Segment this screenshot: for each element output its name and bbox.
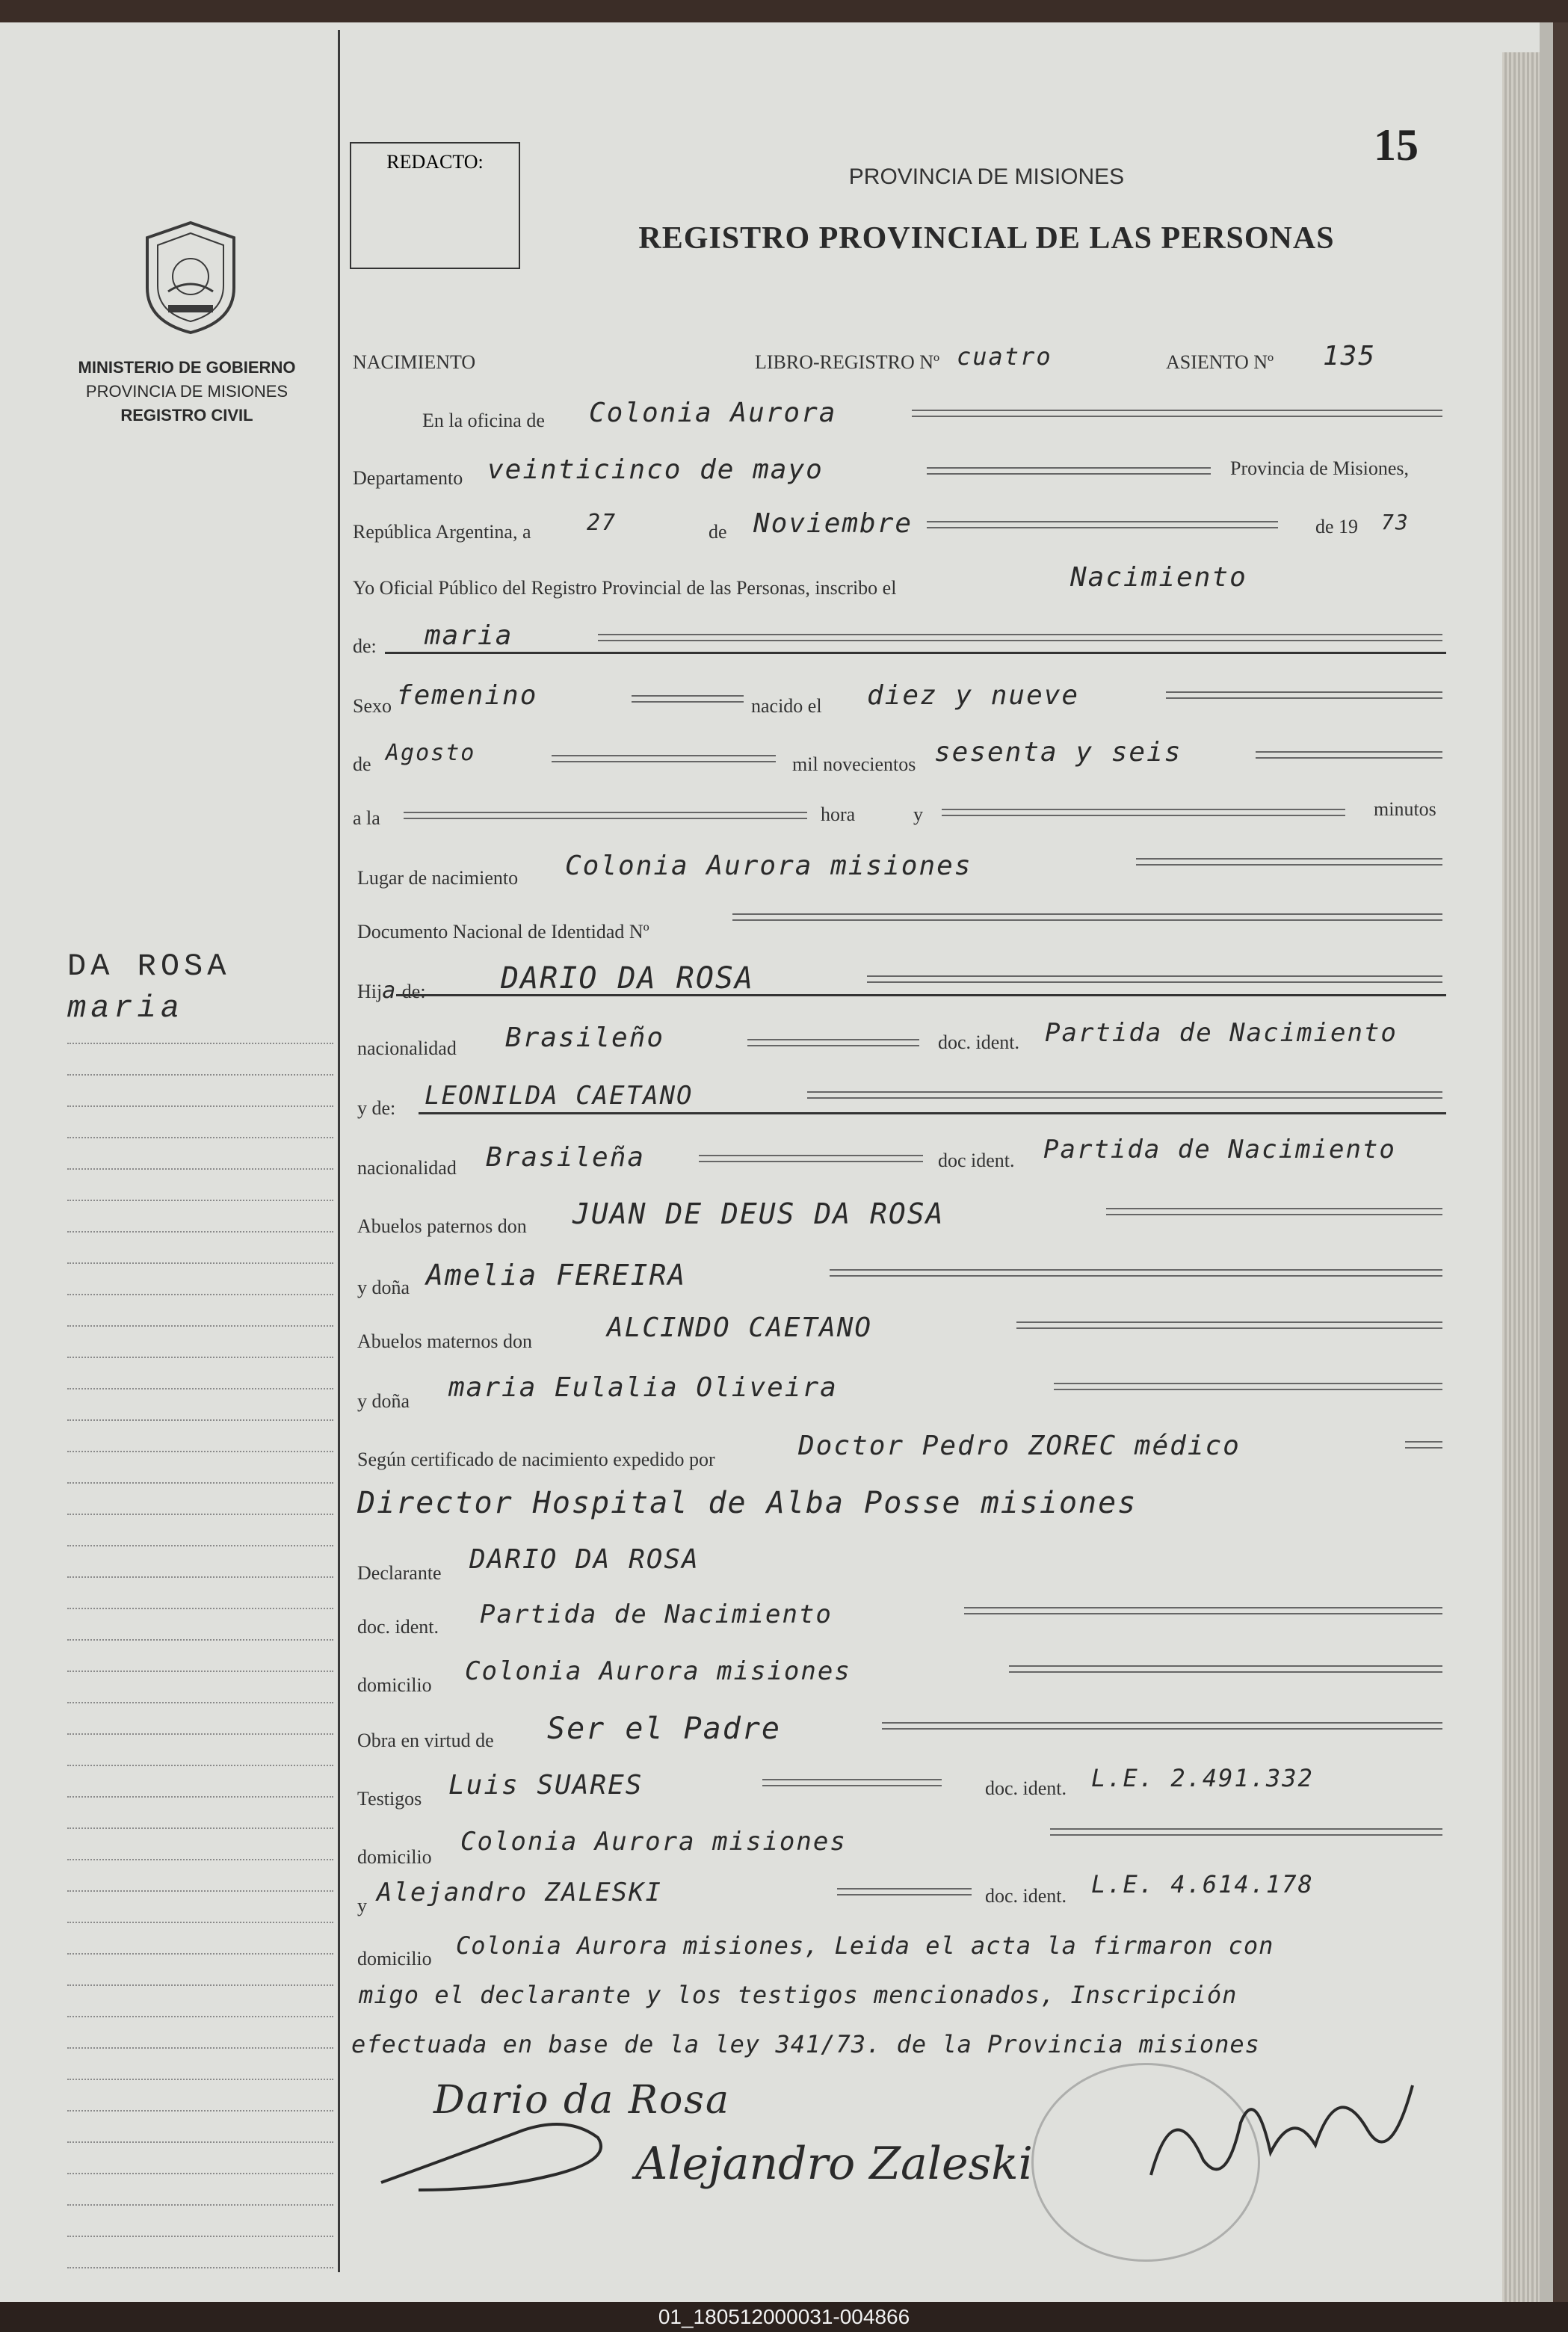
label-y-dona-mat: y doña bbox=[357, 1390, 410, 1412]
value-mes: Noviembre bbox=[753, 508, 913, 539]
value-doc-testigo1: L.E. 2.491.332 bbox=[1091, 1764, 1314, 1792]
label-y: y bbox=[913, 803, 923, 825]
fill-dash bbox=[1016, 1321, 1442, 1329]
label-y-dona-pat: y doña bbox=[357, 1277, 410, 1298]
value-oficina: Colonia Aurora bbox=[589, 398, 837, 428]
value-nota-3: efectuada en base de la ley 341/73. de la Provincia misiones bbox=[351, 2030, 1260, 2058]
underline bbox=[396, 994, 1446, 996]
margin-ruled-lines bbox=[67, 1013, 333, 2268]
label-hora: hora bbox=[821, 803, 856, 825]
label-nacionalidad-padre: nacionalidad bbox=[357, 1037, 457, 1059]
fill-dash bbox=[1166, 691, 1442, 699]
value-nota-2: migo el declarante y los testigos mencionados, Inscripción bbox=[359, 1981, 1238, 2009]
label-declarante: Declarante bbox=[357, 1562, 442, 1584]
value-hij-suffix: a bbox=[382, 978, 398, 1004]
fill-dash bbox=[747, 1039, 919, 1046]
value-anio: 73 bbox=[1381, 510, 1410, 534]
fill-dash bbox=[1405, 1441, 1442, 1449]
value-doc-testigo2: L.E. 4.614.178 bbox=[1091, 1870, 1314, 1898]
value-padre: DARIO DA ROSA bbox=[501, 961, 755, 996]
fill-dash bbox=[1050, 1828, 1442, 1836]
province-heading: PROVINCIA DE MISIONES bbox=[848, 164, 1125, 189]
signature-flourish-icon bbox=[374, 2108, 628, 2197]
fill-dash bbox=[830, 1269, 1442, 1277]
label-de: de bbox=[709, 521, 727, 543]
value-doc-declarante: Partida de Nacimiento bbox=[480, 1600, 833, 1629]
label-testigos: Testigos bbox=[357, 1788, 422, 1810]
value-abuelo-mat: ALCINDO CAETANO bbox=[607, 1312, 873, 1343]
label-domicilio-testigo2: domicilio bbox=[357, 1948, 432, 1969]
label-nacimiento: NACIMIENTO bbox=[353, 351, 476, 373]
label-asiento: ASIENTO Nº bbox=[1166, 351, 1274, 373]
label-domicilio-declarante: domicilio bbox=[357, 1674, 432, 1696]
value-declarante: DARIO DA ROSA bbox=[469, 1544, 700, 1575]
label-y-de: y de: bbox=[357, 1097, 396, 1119]
label-oficina: En la oficina de bbox=[422, 410, 545, 431]
value-abuela-mat: maria Eulalia Oliveira bbox=[448, 1372, 838, 1403]
label-nacido: nacido el bbox=[751, 695, 822, 717]
value-testigo1: Luis SUARES bbox=[448, 1770, 643, 1801]
page-edge bbox=[1502, 52, 1540, 2325]
value-libro: cuatro bbox=[957, 342, 1052, 371]
value-certificado-2: Director Hospital de Alba Posse misiones bbox=[357, 1486, 1138, 1520]
fill-dash bbox=[942, 809, 1345, 816]
margin-given-name: maria bbox=[67, 990, 185, 1026]
fill-dash bbox=[807, 1091, 1442, 1099]
value-departamento: veinticinco de mayo bbox=[487, 454, 824, 485]
value-doc-padre: Partida de Nacimiento bbox=[1045, 1018, 1398, 1048]
registry-title: REGISTRO PROVINCIAL DE LAS PERSONAS bbox=[638, 221, 1335, 256]
margin-divider bbox=[338, 30, 340, 2272]
signature-testigo: Alejandro Zaleski bbox=[635, 2138, 1033, 2190]
value-certificado: Doctor Pedro ZOREC médico bbox=[798, 1431, 1241, 1461]
label-abuelos-paternos: Abuelos paternos don bbox=[357, 1215, 527, 1237]
label-doc-declarante: doc. ident. bbox=[357, 1616, 439, 1638]
fill-dash bbox=[632, 695, 744, 703]
value-asiento: 135 bbox=[1323, 341, 1377, 371]
fill-dash bbox=[927, 521, 1278, 528]
fill-dash bbox=[1009, 1665, 1442, 1673]
label-doc-testigo2: doc. ident. bbox=[985, 1885, 1067, 1907]
ministry-line: MINISTERIO DE GOBIERNO bbox=[78, 358, 296, 377]
fill-dash bbox=[1136, 858, 1442, 866]
value-nacido: diez y nueve bbox=[867, 680, 1080, 711]
fill-dash bbox=[964, 1607, 1442, 1614]
value-anio-nac: sesenta y seis bbox=[934, 737, 1182, 768]
label-minutos: minutos bbox=[1374, 798, 1436, 820]
fill-dash bbox=[699, 1155, 923, 1162]
value-mes-nac: Agosto bbox=[386, 740, 476, 766]
fill-dash bbox=[598, 634, 1442, 641]
value-domicilio-declarante: Colonia Aurora misiones bbox=[465, 1656, 851, 1686]
label-de-year: de 19 bbox=[1315, 516, 1359, 537]
signature-declarante: Dario da Rosa bbox=[433, 2078, 730, 2123]
value-abuelo-pat: JUAN DE DEUS DA ROSA bbox=[572, 1197, 945, 1230]
ministry-civil-registry: REGISTRO CIVIL bbox=[120, 406, 253, 425]
label-mil: mil novecientos bbox=[792, 753, 916, 775]
value-testigo2: Alejandro ZALESKI bbox=[377, 1878, 662, 1907]
value-domicilio-testigo2: Colonia Aurora misiones, Leida el acta la firmaron con bbox=[456, 1931, 1274, 1960]
fill-dash bbox=[882, 1722, 1442, 1730]
underline bbox=[385, 652, 1446, 654]
label-documento: Documento Nacional de Identidad Nº bbox=[357, 921, 649, 943]
fill-dash bbox=[404, 812, 807, 819]
province-seal-icon bbox=[138, 217, 243, 336]
label-hij bbox=[357, 978, 426, 1004]
top-border bbox=[0, 0, 1568, 22]
label-doc-madre: doc ident. bbox=[938, 1150, 1015, 1171]
value-doc-madre: Partida de Nacimiento bbox=[1043, 1135, 1396, 1165]
label-y-testigo2: y bbox=[357, 1895, 367, 1916]
value-inscribo: Nacimiento bbox=[1070, 562, 1247, 593]
underline bbox=[419, 1112, 1446, 1114]
fill-dash bbox=[912, 410, 1442, 417]
label-yo-oficial: Yo Oficial Público del Registro Provincial de las Personas, inscribo el bbox=[353, 577, 897, 599]
folio-number: 15 bbox=[1374, 120, 1419, 170]
hij-de: de: bbox=[401, 981, 426, 1002]
fill-dash bbox=[1054, 1383, 1442, 1390]
fill-dash bbox=[1106, 1208, 1442, 1215]
label-libro: LIBRO-REGISTRO Nº bbox=[755, 351, 940, 373]
fill-dash bbox=[762, 1779, 942, 1786]
label-sexo: Sexo bbox=[353, 695, 392, 717]
fill-dash bbox=[552, 755, 776, 762]
ministry-block bbox=[45, 356, 329, 428]
label-provincia: Provincia de Misiones, bbox=[1230, 457, 1410, 479]
value-domicilio-testigo1: Colonia Aurora misiones bbox=[460, 1827, 847, 1857]
fill-dash bbox=[732, 913, 1442, 921]
redacto-box bbox=[350, 142, 520, 269]
label-doc-padre: doc. ident. bbox=[938, 1031, 1020, 1053]
value-nac-padre: Brasileño bbox=[505, 1022, 665, 1053]
redacto-label: REDACTO: bbox=[386, 151, 484, 173]
fill-dash bbox=[867, 975, 1442, 983]
fill-dash bbox=[927, 467, 1211, 475]
ministry-province: PROVINCIA DE MISIONES bbox=[85, 382, 288, 401]
label-nacionalidad-madre: nacionalidad bbox=[357, 1157, 457, 1179]
label-obra: Obra en virtud de bbox=[357, 1730, 494, 1751]
value-sexo: femenino bbox=[396, 680, 538, 711]
value-dia: 27 bbox=[587, 510, 617, 536]
label-de-month: de bbox=[353, 753, 371, 775]
label-lugar: Lugar de nacimiento bbox=[357, 867, 519, 889]
label-abuelos-maternos: Abuelos maternos don bbox=[357, 1330, 532, 1352]
margin-surname: DA ROSA bbox=[67, 948, 231, 984]
label-republica: República Argentina, a bbox=[353, 521, 531, 543]
image-caption: 01_180512000031-004866 bbox=[658, 2305, 910, 2328]
fill-dash bbox=[1256, 751, 1442, 759]
value-abuela-pat: Amelia FEREIRA bbox=[426, 1259, 687, 1292]
hij-text: Hij bbox=[357, 981, 383, 1002]
label-domicilio-testigo1: domicilio bbox=[357, 1846, 432, 1868]
value-obra: Ser el Padre bbox=[547, 1712, 781, 1746]
value-nombre: maria bbox=[425, 620, 513, 651]
official-signature-icon bbox=[1143, 2063, 1427, 2197]
label-a-la: a la bbox=[353, 807, 380, 829]
value-madre: LEONILDA CAETANO bbox=[425, 1081, 694, 1111]
label-departamento: Departamento bbox=[353, 467, 463, 489]
label-de-nombre: de: bbox=[353, 635, 377, 657]
value-nac-madre: Brasileña bbox=[486, 1142, 646, 1173]
fill-dash bbox=[837, 1888, 972, 1895]
value-lugar: Colonia Aurora misiones bbox=[565, 851, 972, 881]
label-doc-testigo1: doc. ident. bbox=[985, 1777, 1067, 1799]
label-segun: Según certificado de nacimiento expedido por bbox=[357, 1449, 715, 1470]
